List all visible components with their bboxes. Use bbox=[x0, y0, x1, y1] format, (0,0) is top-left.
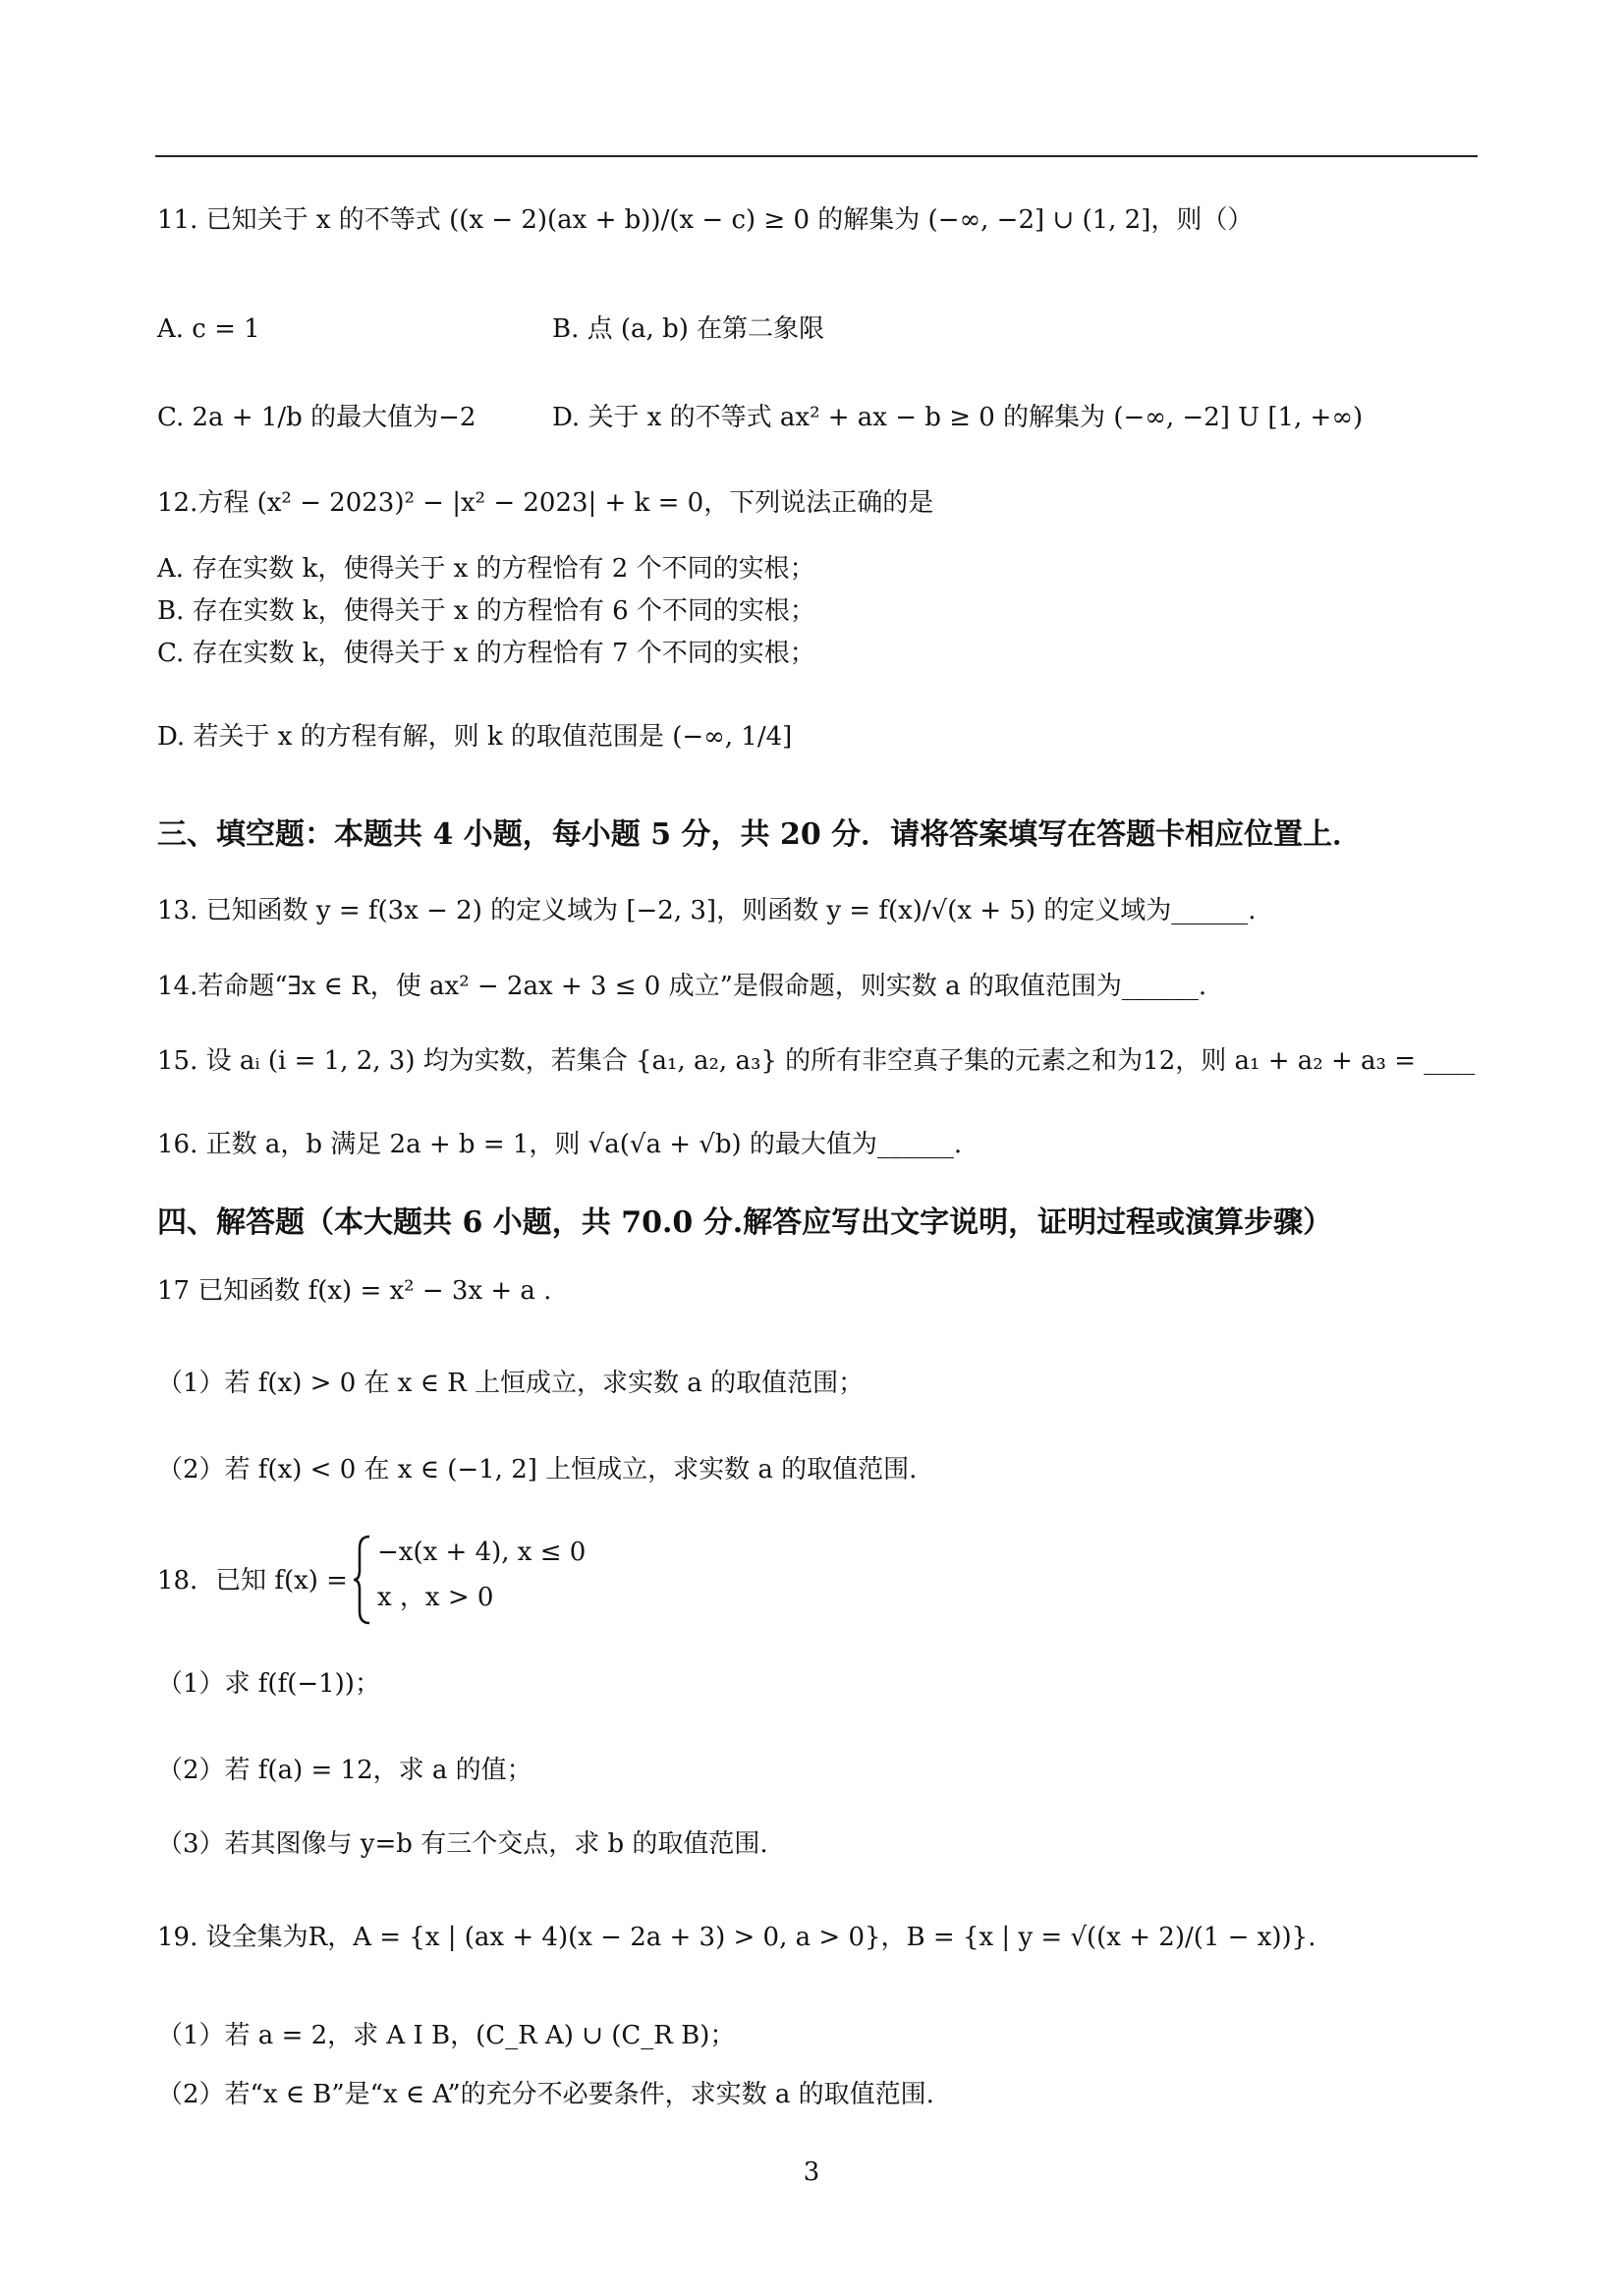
q13: 13. 已知函数 y = f(3x − 2) 的定义域为 [−2, 3]，则函数 y = f(x)/√(x + 5) 的定义域为______. bbox=[157, 896, 1257, 925]
q18-part-2: （2）若 f(a) = 12，求 a 的值； bbox=[157, 1756, 532, 1785]
q14: 14.若命题“∃x ∈ R，使 ax² − 2ax + 3 ≤ 0 成立”是假命题，则实数 a 的取值范围为______. bbox=[157, 972, 1207, 1001]
q12-option-a: A. 存在实数 k，使得关于 x 的方程恰有 2 个不同的实根； bbox=[157, 554, 815, 584]
q18-part-1: （1）求 f(f(−1))； bbox=[157, 1669, 380, 1699]
page-number: 3 bbox=[803, 2157, 820, 2187]
section-4-heading: 四、解答题（本大题共 6 小题，共 70.0 分.解答应写出文字说明，证明过程或演算步骤） bbox=[157, 1205, 1333, 1240]
q19-part-2: （2）若“x ∈ B”是“x ∈ A”的充分不必要条件，求实数 a 的取值范围. bbox=[157, 2080, 934, 2109]
q12-option-b: B. 存在实数 k，使得关于 x 的方程恰有 6 个不同的实根； bbox=[157, 596, 815, 626]
section-3-heading: 三、填空题：本题共 4 小题，每小题 5 分，共 20 分．请将答案填写在答题卡相应位置上． bbox=[157, 817, 1363, 852]
q18-stem: 18．已知 f(x) = bbox=[157, 1566, 348, 1596]
q19-part-1: （1）若 a = 2，求 A I B，(C_R A) ∪ (C_R B)； bbox=[157, 2021, 736, 2050]
q12-stem: 12.方程 (x² − 2023)² − |x² − 2023| + k = 0，下列说法正确的是 bbox=[157, 488, 934, 518]
q18-case-2: x ，x > 0 bbox=[377, 1583, 494, 1612]
q11-stem: 11. 已知关于 x 的不等式 ((x − 2)(ax + b))/(x − c) ≥ 0 的解集为 (−∞, −2] ∪ (1, 2]，则（） bbox=[157, 205, 1254, 235]
piecewise-brace bbox=[352, 1533, 373, 1627]
q17-part-2: （2）若 f(x) < 0 在 x ∈ (−1, 2] 上恒成立，求实数 a 的取值范围. bbox=[157, 1455, 918, 1484]
q11-option-a: A. c = 1 bbox=[157, 314, 260, 344]
q11-option-b: B. 点 (a, b) 在第二象限 bbox=[552, 314, 825, 344]
header-rule bbox=[155, 155, 1478, 157]
q12-option-c: C. 存在实数 k，使得关于 x 的方程恰有 7 个不同的实根； bbox=[157, 639, 815, 668]
q18-part-3: （3）若其图像与 y=b 有三个交点，求 b 的取值范围. bbox=[157, 1829, 768, 1859]
q12-option-d: D. 若关于 x 的方程有解，则 k 的取值范围是 (−∞, 1/4] bbox=[157, 722, 793, 752]
q11-option-c: C. 2a + 1/b 的最大值为−2 bbox=[157, 403, 476, 432]
q16: 16. 正数 a，b 满足 2a + b = 1，则 √a(√a + √b) 的最大值为______. bbox=[157, 1130, 963, 1159]
q17-part-1: （1）若 f(x) > 0 在 x ∈ R 上恒成立，求实数 a 的取值范围； bbox=[157, 1369, 865, 1398]
q15: 15. 设 aᵢ (i = 1, 2, 3) 均为实数，若集合 {a₁, a₂, a₃} 的所有非空真子集的元素之和为12，则 a₁ + a₂ + a₃ = ____ bbox=[157, 1046, 1476, 1076]
q18-case-1: −x(x + 4), x ≤ 0 bbox=[377, 1538, 587, 1567]
q11-option-d: D. 关于 x 的不等式 ax² + ax − b ≥ 0 的解集为 (−∞, −2] U [1, +∞) bbox=[552, 403, 1364, 432]
q19-stem: 19. 设全集为R，A = {x | (ax + 4)(x − 2a + 3) > 0, a > 0}，B = {x | y = √((x + 2)/(1 − x))}. bbox=[157, 1923, 1316, 1952]
q17-stem: 17 已知函数 f(x) = x² − 3x + a . bbox=[157, 1276, 552, 1306]
